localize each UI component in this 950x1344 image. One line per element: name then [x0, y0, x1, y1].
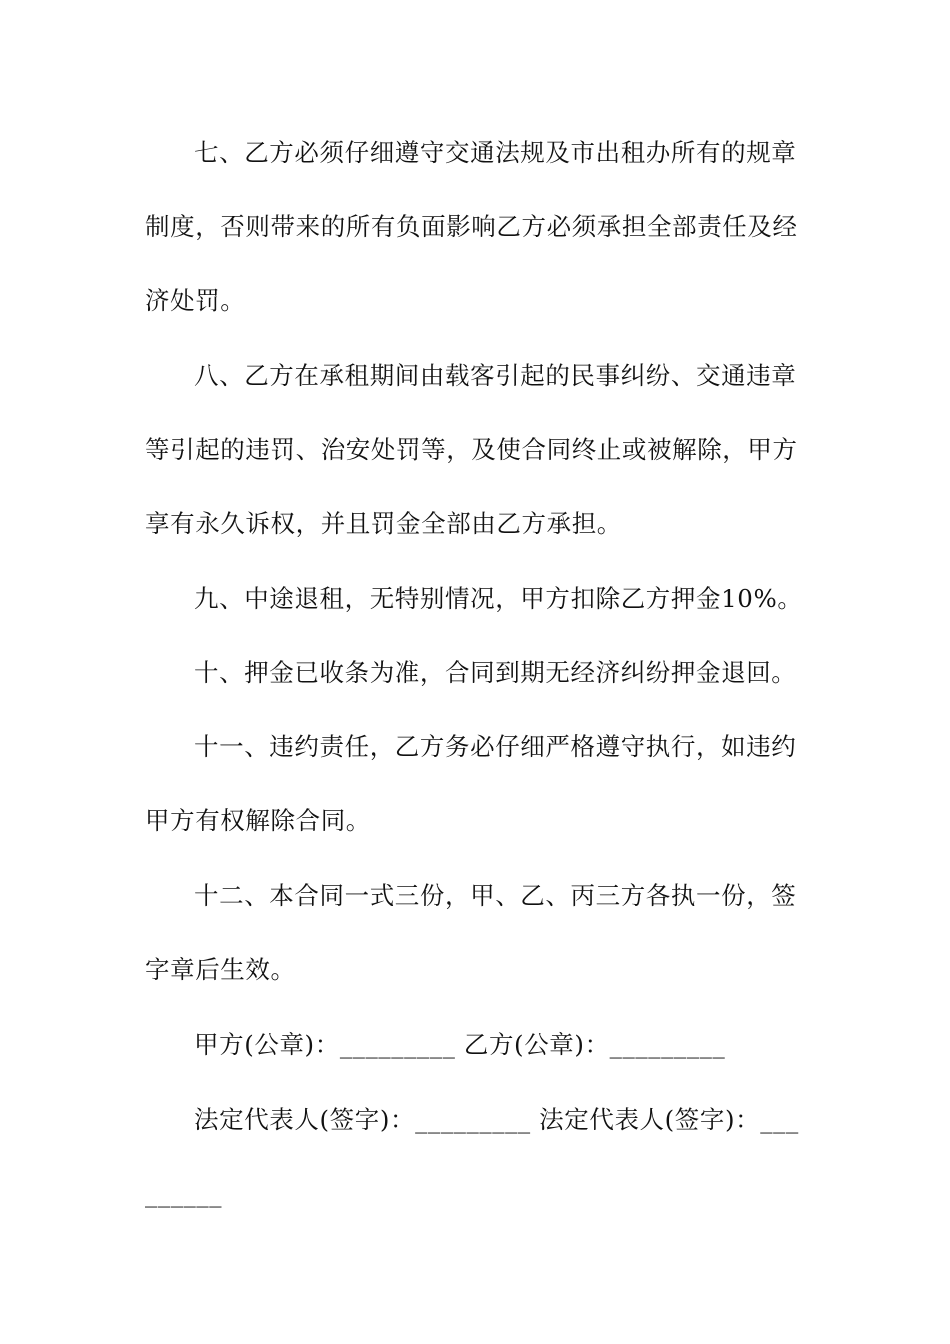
clause-11: 十一、违约责任，乙方务必仔细严格遵守执行，如违约甲方有权解除合同。: [145, 732, 797, 835]
clause-9: 九、中途退租，无特别情况，甲方扣除乙方押金10%。: [194, 584, 803, 613]
clause-12: 十二、本合同一式三份，甲、乙、丙三方各执一份，签字章后生效。: [145, 881, 797, 984]
clause-8: 八、乙方在承租期间由载客引起的民事纠纷、交通违章等引起的违罚、治安处罚等，及使合同终止或被解除，甲方享有永久诉权，并且罚金全部由乙方承担。: [145, 361, 798, 538]
clause-7: 七、乙方必须仔细遵守交通法规及市出租办所有的规章制度，否则带来的所有负面影响乙方必须承担全部责任及经济处罚。: [145, 138, 798, 315]
clause-10: 十、押金已收条为准，合同到期无经济纠纷押金退回。: [194, 658, 797, 687]
signature-line-party-seals: 甲方(公章)：_________ 乙方(公章)：_________: [194, 1030, 726, 1059]
signature-line-legal-representatives: 法定代表人(签字)：_________ 法定代表人(签字)：_________: [145, 1105, 799, 1208]
